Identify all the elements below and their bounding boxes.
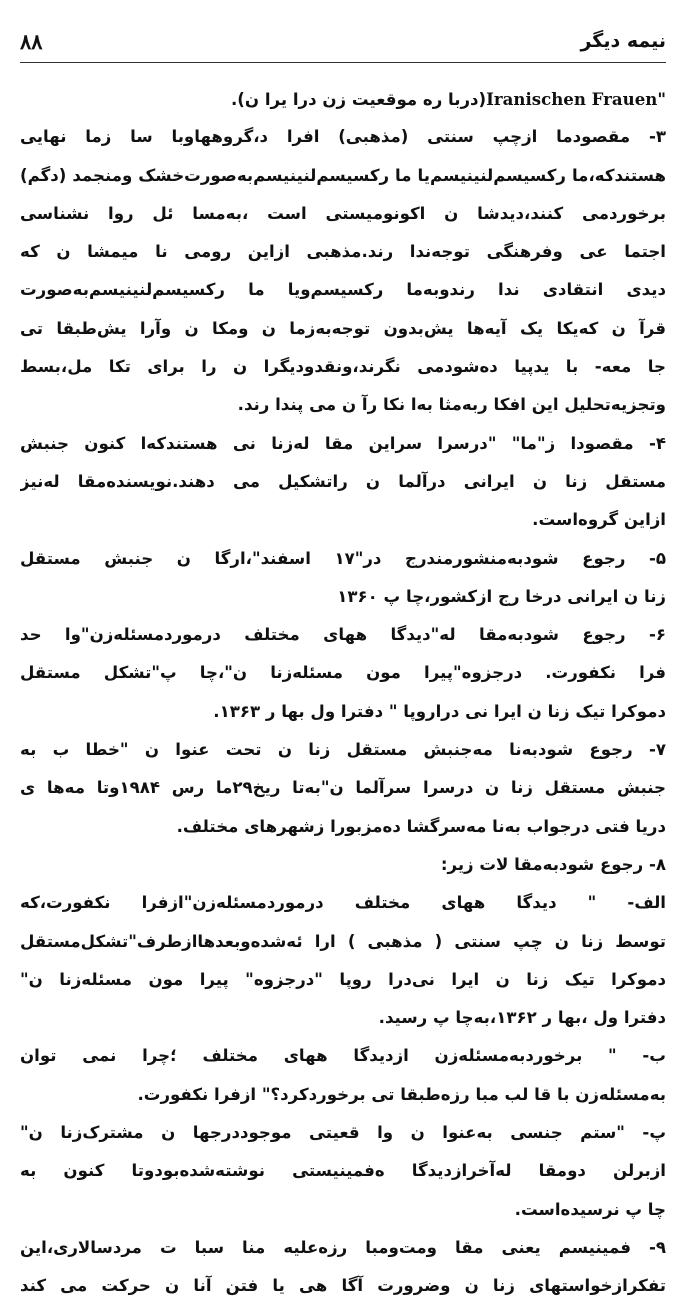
- text-line: پ- "ستم جنسی به‌عنوا ن وا قعیتی موجوددرجها ن مشترک‌زنا ن": [20, 1123, 666, 1143]
- text-line-fragment: (دربا ره موقعیت زن درا یرا ن).: [231, 90, 487, 109]
- text-line: به‌مسئله‌زن با قا لب مبا رزه‌طبقا تی برخوردکرد؟" ازفرا نکفورت.: [137, 1084, 666, 1104]
- text-line: دموکرا تیک زنا ن ایرا نی دراروپا " دفترا ول بها ر ۱۳۶۳.: [213, 701, 666, 721]
- running-title: نیمه دیگر: [580, 30, 666, 52]
- text-line: جنبش مستقل زنا ن درسرا سرآلما ن"به‌تا ریخ۲۹ما رس ۱۹۸۴وتا مه‌ها ی: [20, 778, 666, 798]
- text-line: هستندکه،ما رکسیسم‌لنینیسم‌یا ما رکسیسم‌لنینیسم‌به‌صورت‌خشک ومنجمد (دگم): [20, 165, 666, 185]
- text-line: جا معه- با یدپیا ده‌شودمی نگرند،ونقدودیگرا ن را برای تکا مل،بسط: [20, 357, 666, 377]
- text-line: ۵- رجوع شودبه‌منشورمندرج در"۱۷ اسفند"،ارگا ن جنبش مستقل: [20, 548, 666, 568]
- text-line: دریا فتی درجواب به‌نا مه‌سرگشا ده‌مزبورا زشهرهای مختلف.: [176, 816, 666, 836]
- text-line: دموکرا تیک زنا ن ایرا نی‌درا روپا "درجزوه" پیرا مون مسئله‌زنا ن": [20, 969, 666, 989]
- text-line: ۳- مقصودما ازچپ سنتی (مذهبی) افرا د،گروههاوبا سا زما نهایی: [20, 127, 666, 147]
- text-line: ۹- فمینیسم یعنی مقا ومت‌ومبا رزه‌علیه منا سبا ت مردسالاری،این: [20, 1237, 666, 1257]
- latin-title: Iranischen Frauen": [486, 89, 666, 109]
- body-text: [20, 80, 666, 1306]
- page-header: [20, 24, 666, 58]
- text-line: ۶- رجوع شودبه‌مقا له"دیدگا ههای مختلف درموردمسئله‌زن"وا حد: [20, 625, 666, 645]
- text-line: اجتما عی وفرهنگی توجه‌ندا رند.مذهبی ازاین رومی نا میمشا ن که: [20, 242, 666, 262]
- text-line: ۴- مقصودا ز"ما" "درسرا سراین مقا له‌زنا نی هستندکه‌ا کنون جنبش: [20, 433, 666, 453]
- text-line: زنا ن ایرانی درخا رج ازکشور،چا پ ۱۳۶۰: [337, 586, 666, 606]
- text-line: دفترا ول ،بها ر ۱۳۶۲،به‌چا پ رسید.: [378, 1008, 666, 1028]
- header-divider: [20, 62, 666, 63]
- text-line: تفکرازخواستهای زنا ن وضرورت آگا هی یا فتن آنا ن حرکت می کند: [20, 1276, 666, 1296]
- text-line: [20, 80, 666, 118]
- page-number: ۸۸: [20, 28, 43, 54]
- text-line: چا پ نرسیده‌است.: [514, 1199, 666, 1219]
- text-line: مستقل زنا ن ایرانی درآلما ن راتشکیل می دهند.نویسنده‌مقا له‌نیز: [20, 471, 666, 491]
- text-line: قرآ ن که‌یکا یک آیه‌ها یش‌بدون توجه‌به‌زما ن ومکا ن وآرا یش‌طبقا تی: [20, 318, 666, 338]
- text-line: ازاین گروه‌است.: [532, 510, 666, 530]
- text-line: ازبرلن دومقا له‌آخرازدیدگا ه‌فمینیستی نوشته‌شده‌بودوتا کنون به: [20, 1161, 666, 1181]
- text-line: فرا نکفورت. درجزوه"پیرا مون مسئله‌زنا ن"،چا پ"تشکل مستقل: [20, 663, 666, 683]
- text-line: ب- " برخوردبه‌مسئله‌زن ازدیدگا ههای مختلف ؛چرا نمی توان: [20, 1046, 666, 1066]
- text-line: توسط زنا ن چپ سنتی ( مذهبی ) ارا ئه‌شده‌وبعدهاازطرف"تشکل‌مستقل: [20, 931, 666, 951]
- text-line: وتجزیه‌تحلیل این افکا ربه‌مثا به‌ا نکا رآ ن می پندا رند.: [237, 395, 666, 415]
- text-line: الف- " دیدگا ههای مختلف درموردمسئله‌زن"ازفرا نکفورت،که: [20, 893, 666, 913]
- text-line: ۸- رجوع شودبه‌مقا لات زیر:: [440, 854, 666, 874]
- text-line: ۷- رجوع شودبه‌نا مه‌جنبش مستقل زنا ن تحت عنوا ن "خطا ب به: [20, 740, 666, 760]
- text-line: دیدی انتقادی ندا رندوبه‌ما رکسیسم‌ویا ما رکسیسم‌لنینیسم‌به‌صورت: [20, 280, 666, 300]
- text-line: برخوردمی کنند،دیدشا ن اکونومیستی است ،به‌مسا ئل روا نشناسی: [20, 203, 666, 223]
